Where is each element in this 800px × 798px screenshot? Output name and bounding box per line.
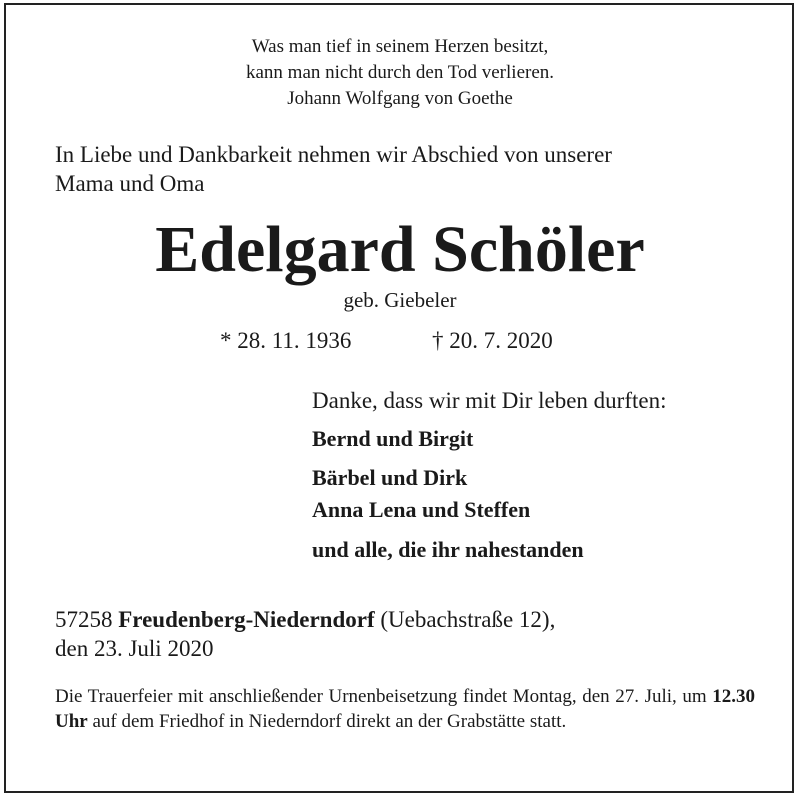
place-and-date xyxy=(55,605,775,663)
quote-author: Johann Wolfgang von Goethe xyxy=(287,88,513,109)
mourner-4: und alle, die ihr nahestanden xyxy=(312,537,584,562)
ceremony-info xyxy=(55,684,755,734)
goethe-quote xyxy=(0,34,800,112)
town-name: Freudenberg-Niederndorf xyxy=(118,607,375,632)
thanks-line: Danke, dass wir mit Dir leben durften: xyxy=(312,388,667,413)
intro-text xyxy=(55,140,775,198)
quote-line-1: Was man tief in seinem Herzen besitzt, xyxy=(251,36,549,57)
intro-line-1: In Liebe und Dankbarkeit nehmen wir Abschied von unserer xyxy=(55,142,612,167)
quote-line-2: kann man nicht durch den Tod verlieren. xyxy=(245,62,555,83)
notice-date: den 23. Juli 2020 xyxy=(55,636,214,661)
ceremony-text-2: auf dem Friedhof in Niederndorf direkt an der Grabstätte statt. xyxy=(92,711,567,732)
ceremony-text-1: Die Trauerfeier mit anschließender Urnenbeisetzung findet Montag, den 27. Juli, um xyxy=(55,686,707,707)
death-date: † 20. 7. 2020 xyxy=(432,328,553,353)
maiden-name: geb. Giebeler xyxy=(343,288,457,312)
mourner-2: Bärbel und Dirk xyxy=(312,465,468,490)
zip-code: 57258 xyxy=(55,607,113,632)
address-line xyxy=(55,605,775,634)
street-address: (Uebachstraße 12), xyxy=(380,607,556,632)
mourner-3: Anna Lena und Steffen xyxy=(312,497,531,522)
mourner-1: Bernd und Birgit xyxy=(312,426,474,451)
birth-date: * 28. 11. 1936 xyxy=(220,328,352,353)
deceased-name: Edelgard Schöler xyxy=(155,213,645,286)
ceremony-time: 12.30 Uhr xyxy=(55,686,756,732)
intro-line-2: Mama und Oma xyxy=(55,171,205,196)
